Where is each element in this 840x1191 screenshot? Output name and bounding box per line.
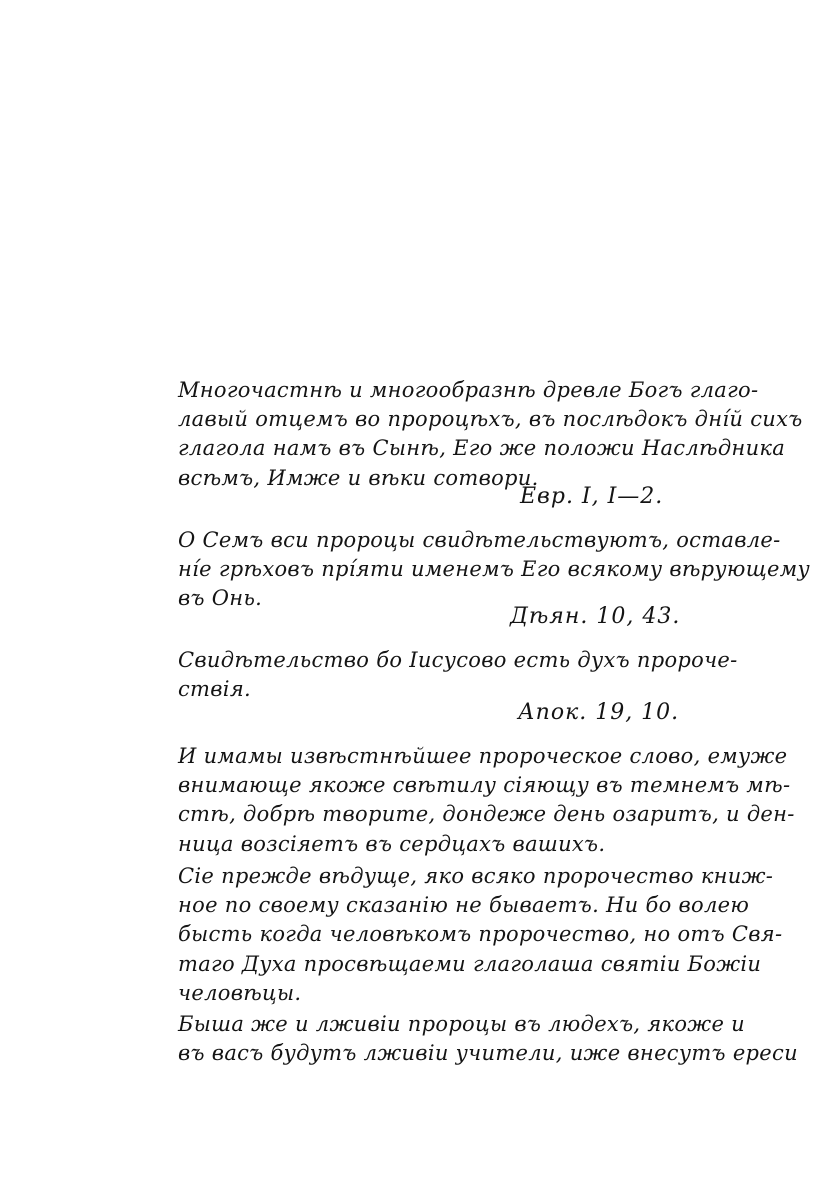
passage-line: глагола намъ въ Сынѣ, Его же положи Наслѣдника	[178, 436, 786, 461]
reference-acts: Дѣян. 10, 43.	[510, 604, 681, 629]
passage-hebrews	[178, 376, 803, 493]
passage-prophetic-word	[178, 742, 795, 859]
passage-line: въ васъ будутъ лживіи учители, иже внесутъ ереси	[178, 1041, 798, 1066]
passage-revelation	[178, 646, 738, 704]
passage-line: ное по своему сказанію не бываетъ. Ни бо волею	[178, 893, 750, 918]
passage-prophecy-origin	[178, 862, 783, 1008]
passage-line: Свидѣтельство бо Iисусово есть духъ пророче-	[178, 648, 738, 672]
passage-line: таго Духа просвѣщаеми глаголаша святіи Божіи	[178, 951, 762, 976]
passage-line: лавый отцемъ во пророцѣхъ, въ послѣдокъ днíй сихъ	[178, 407, 803, 432]
passage-line: ствія.	[178, 677, 251, 702]
passage-acts	[178, 526, 810, 614]
reference-revelation: Апок. 19, 10.	[518, 700, 680, 725]
passage-line: бысть когда человѣкомъ пророчество, но отъ Свя-	[178, 922, 783, 947]
passage-false-prophets	[178, 1010, 798, 1068]
passage-line: стѣ, добрѣ творите, дондеже день озаритъ, и ден-	[178, 802, 795, 827]
passage-line: Многочастнѣ и многообразнѣ древле Богъ глаго-	[178, 378, 759, 402]
passage-line: всѣмъ, Имже и вѣки сотвори.	[178, 465, 539, 490]
passage-line: ница возсіяетъ въ сердцахъ вашихъ.	[178, 831, 606, 856]
passage-line: нíе грѣховъ прíяти именемъ Его всякому вѣрующему	[178, 557, 810, 582]
passage-line: О Семъ вси пророцы свидѣтельствуютъ, оставле-	[178, 528, 781, 552]
passage-line: человѣцы.	[178, 980, 302, 1005]
passage-line: въ Онь.	[178, 586, 263, 611]
passage-line: Быша же и лживіи пророцы въ людехъ, якоже и	[178, 1012, 746, 1036]
passage-line: Сіе прежде вѣдуще, яко всяко пророчество книж-	[178, 864, 774, 888]
passage-line: И имамы извѣстнѣйшее пророческое слово, емуже	[178, 744, 788, 768]
reference-hebrews: Евр. I, I—2.	[520, 484, 664, 509]
passage-line: внимающе якоже свѣтилу сіяющу въ темнемъ мѣ-	[178, 773, 791, 798]
